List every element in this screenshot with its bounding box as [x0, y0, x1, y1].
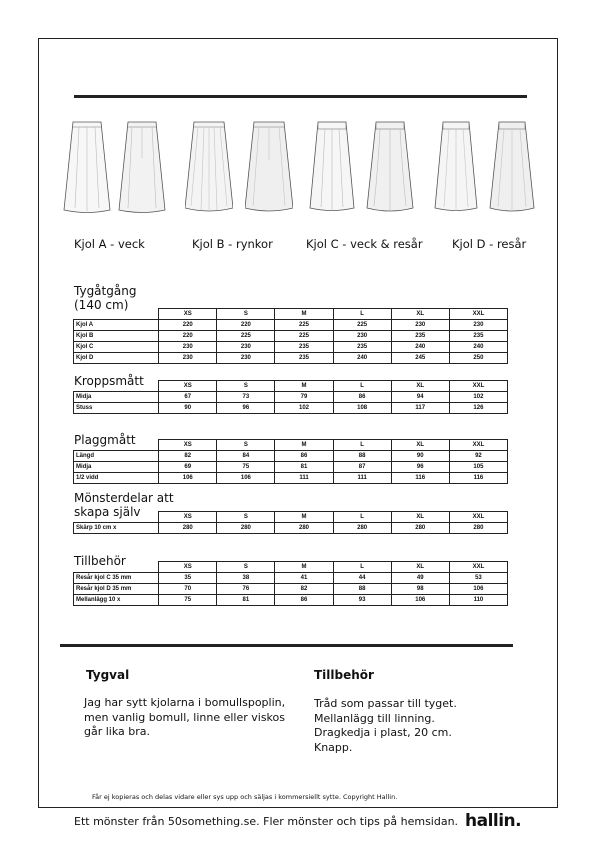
table-cell: 90: [159, 403, 217, 414]
table-cell: 111: [333, 473, 391, 484]
table-cell: 79: [275, 392, 333, 403]
table-row: [74, 451, 508, 462]
table-cell: 225: [275, 320, 333, 331]
table-cell: M: [275, 512, 333, 523]
table-cell: 102: [275, 403, 333, 414]
table-cell: 230: [449, 320, 507, 331]
table-cell: S: [217, 309, 275, 320]
row-label: Mellanlägg 10 x: [74, 595, 159, 606]
table-cell: XXL: [449, 512, 507, 523]
caption-skirt-c: Kjol C - veck & resår: [306, 237, 423, 251]
table-cell: 102: [449, 392, 507, 403]
table-cell: 235: [275, 342, 333, 353]
table-cell: 235: [275, 353, 333, 364]
table-cell: 73: [217, 392, 275, 403]
table-cell: XS: [159, 512, 217, 523]
table-cell: 67: [159, 392, 217, 403]
row-label: 1/2 vidd: [74, 473, 159, 484]
skirt-d-back-icon: [488, 118, 536, 214]
table-row: [74, 403, 508, 414]
table-cell: 106: [159, 473, 217, 484]
table-cell: 87: [333, 462, 391, 473]
caption-skirt-b: Kjol B - rynkor: [192, 237, 273, 251]
fabric-table: [73, 308, 508, 364]
table-row: [74, 595, 508, 606]
table-row: [74, 320, 508, 331]
pieces-table: [73, 511, 508, 534]
table-row: [74, 473, 508, 484]
table-cell: XS: [159, 309, 217, 320]
table-cell: S: [217, 512, 275, 523]
table-cell: M: [275, 440, 333, 451]
top-divider: [74, 95, 527, 98]
table-cell: 106: [391, 595, 449, 606]
table-cell: XL: [391, 309, 449, 320]
skirt-a-front-icon: [63, 118, 111, 214]
table-cell: 88: [333, 584, 391, 595]
table-cell: 96: [391, 462, 449, 473]
table-cell: XS: [159, 562, 217, 573]
row-label: Längd: [74, 451, 159, 462]
table-cell: 88: [333, 451, 391, 462]
row-label: Kjol D: [74, 353, 159, 364]
table-cell: 250: [449, 353, 507, 364]
table-cell: 41: [275, 573, 333, 584]
table-cell: L: [333, 381, 391, 392]
size-header-row: [74, 309, 508, 320]
table-cell: 225: [217, 331, 275, 342]
table-cell: 98: [391, 584, 449, 595]
accessories-table: [73, 561, 508, 606]
table-cell: 230: [217, 353, 275, 364]
garment-title: Plaggmått: [74, 433, 136, 447]
row-label: Stuss: [74, 403, 159, 414]
table-cell: 70: [159, 584, 217, 595]
table-cell: 96: [217, 403, 275, 414]
table-cell: 240: [449, 342, 507, 353]
table-cell: L: [333, 562, 391, 573]
table-cell: 280: [391, 523, 449, 534]
table-cell: 108: [333, 403, 391, 414]
table-cell: M: [275, 381, 333, 392]
table-cell: 49: [391, 573, 449, 584]
table-cell: S: [217, 440, 275, 451]
table-cell: 220: [217, 320, 275, 331]
table-cell: 230: [217, 342, 275, 353]
table-cell: XXL: [449, 440, 507, 451]
table-cell: XL: [391, 440, 449, 451]
body-title: Kroppsmått: [74, 374, 144, 388]
table-cell: XL: [391, 562, 449, 573]
table-cell: 240: [391, 342, 449, 353]
caption-skirt-d: Kjol D - resår: [452, 237, 527, 251]
table-cell: 220: [159, 331, 217, 342]
table-cell: 280: [449, 523, 507, 534]
table-cell: 280: [275, 523, 333, 534]
notions-heading: Tillbehör: [314, 668, 374, 682]
row-label: Kjol C: [74, 342, 159, 353]
table-cell: 105: [449, 462, 507, 473]
skirt-a-back-icon: [118, 118, 166, 214]
footer-text: Ett mönster från 50something.se. Fler mönster och tips på hemsidan.: [74, 815, 459, 828]
table-cell: 235: [333, 342, 391, 353]
table-cell: 81: [217, 595, 275, 606]
size-header-row: [74, 440, 508, 451]
fabric-title: Tygåtgång (140 cm): [74, 284, 137, 312]
fabric-choice-heading: Tygval: [86, 668, 130, 682]
table-cell: XL: [391, 512, 449, 523]
table-row: [74, 342, 508, 353]
row-label: Skärp 10 cm x: [74, 523, 159, 534]
table-cell: 82: [275, 584, 333, 595]
skirt-b-front-icon: [185, 118, 233, 214]
row-label: Resår kjol C 35 mm: [74, 573, 159, 584]
table-cell: 116: [449, 473, 507, 484]
garment-table: [73, 439, 508, 484]
table-cell: 92: [449, 451, 507, 462]
table-cell: 245: [391, 353, 449, 364]
table-row: [74, 584, 508, 595]
table-row: [74, 353, 508, 364]
table-row: [74, 331, 508, 342]
table-cell: 90: [391, 451, 449, 462]
table-cell: 240: [333, 353, 391, 364]
skirt-c-back-icon: [366, 118, 414, 214]
table-cell: 111: [275, 473, 333, 484]
page-frame: [38, 38, 558, 808]
table-cell: XL: [391, 381, 449, 392]
table-cell: 106: [449, 584, 507, 595]
table-cell: 235: [449, 331, 507, 342]
table-cell: 220: [159, 320, 217, 331]
table-cell: 75: [159, 595, 217, 606]
size-header-row: [74, 512, 508, 523]
table-cell: M: [275, 309, 333, 320]
table-cell: XXL: [449, 309, 507, 320]
table-cell: [74, 562, 159, 573]
table-cell: 38: [217, 573, 275, 584]
table-cell: 110: [449, 595, 507, 606]
table-cell: 116: [391, 473, 449, 484]
table-cell: 81: [275, 462, 333, 473]
row-label: Resår kjol D 35 mm: [74, 584, 159, 595]
table-cell: 69: [159, 462, 217, 473]
table-cell: XS: [159, 440, 217, 451]
table-cell: 82: [159, 451, 217, 462]
table-row: [74, 523, 508, 534]
table-cell: 117: [391, 403, 449, 414]
table-cell: S: [217, 381, 275, 392]
table-cell: 230: [333, 331, 391, 342]
row-label: Kjol A: [74, 320, 159, 331]
table-cell: 75: [217, 462, 275, 473]
table-cell: XXL: [449, 381, 507, 392]
table-cell: 94: [391, 392, 449, 403]
skirt-c-front-icon: [308, 118, 356, 214]
table-cell: 86: [333, 392, 391, 403]
table-cell: XS: [159, 381, 217, 392]
table-row: [74, 392, 508, 403]
table-cell: [74, 512, 159, 523]
middle-divider: [60, 644, 513, 647]
size-header-row: [74, 381, 508, 392]
row-label: Midja: [74, 462, 159, 473]
table-cell: L: [333, 309, 391, 320]
table-cell: [74, 440, 159, 451]
table-cell: S: [217, 562, 275, 573]
table-cell: 126: [449, 403, 507, 414]
table-cell: XXL: [449, 562, 507, 573]
table-cell: 225: [333, 320, 391, 331]
brand-logo: hallin.: [465, 811, 522, 831]
table-cell: 230: [159, 342, 217, 353]
table-cell: 53: [449, 573, 507, 584]
table-cell: [74, 309, 159, 320]
size-header-row: [74, 562, 508, 573]
table-row: [74, 462, 508, 473]
table-cell: L: [333, 440, 391, 451]
caption-skirt-a: Kjol A - veck: [74, 237, 145, 251]
table-cell: 93: [333, 595, 391, 606]
table-row: [74, 573, 508, 584]
table-cell: 86: [275, 451, 333, 462]
table-cell: 230: [159, 353, 217, 364]
table-cell: 86: [275, 595, 333, 606]
copyright-notice: Får ej kopieras och delas vidare eller sys upp och säljas i kommersiellt sytte. Copyright Hallin.: [92, 793, 398, 801]
table-cell: 106: [217, 473, 275, 484]
table-cell: M: [275, 562, 333, 573]
accessories-title: Tillbehör: [74, 554, 126, 568]
row-label: Kjol B: [74, 331, 159, 342]
table-cell: 280: [333, 523, 391, 534]
table-cell: 230: [391, 320, 449, 331]
table-cell: 84: [217, 451, 275, 462]
row-label: Midja: [74, 392, 159, 403]
table-cell: 76: [217, 584, 275, 595]
skirt-d-front-icon: [432, 118, 480, 214]
skirt-b-back-icon: [245, 118, 293, 214]
table-cell: 280: [159, 523, 217, 534]
table-cell: 235: [391, 331, 449, 342]
fabric-choice-text: Jag har sytt kjolarna i bomullspoplin, men vanlig bomull, linne eller viskos går lika bra.: [84, 696, 286, 738]
body-table: [73, 380, 508, 414]
pieces-title: Mönsterdelar att skapa själv: [74, 491, 174, 519]
table-cell: [74, 381, 159, 392]
table-cell: 225: [275, 331, 333, 342]
notions-text: Tråd som passar till tyget. Mellanlägg till linning. Dragkedja i plast, 20 cm. Knapp.: [314, 697, 457, 754]
table-cell: L: [333, 512, 391, 523]
table-cell: 44: [333, 573, 391, 584]
table-cell: 35: [159, 573, 217, 584]
table-cell: 280: [217, 523, 275, 534]
